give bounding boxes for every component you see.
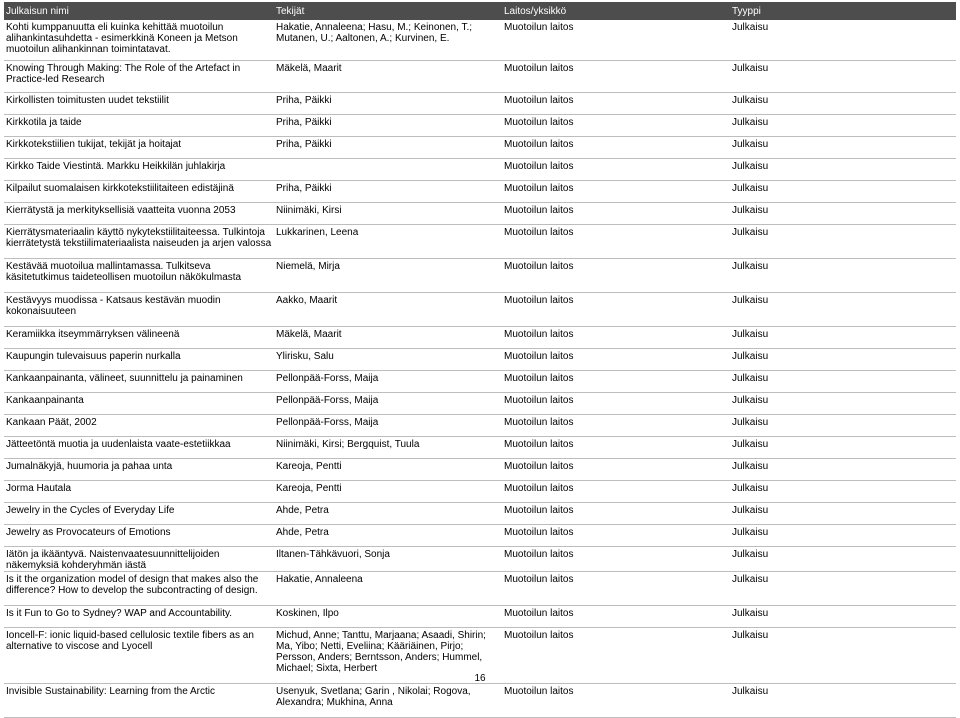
cell-unit: Muotoilun laitos (502, 414, 730, 436)
header-type: Tyyppi (730, 2, 956, 20)
cell-type: Julkaisu (730, 458, 956, 480)
cell-authors: Priha, Päikki (274, 114, 502, 136)
cell-type: Julkaisu (730, 114, 956, 136)
cell-unit: Muotoilun laitos (502, 292, 730, 326)
cell-authors: Iltanen-Tähkävuori, Sonja (274, 546, 502, 571)
cell-type: Julkaisu (730, 392, 956, 414)
cell-authors: Pellonpää-Forss, Maija (274, 414, 502, 436)
cell-authors: Hakatie, Annaleena; Hasu, M.; Keinonen, T.; Mutanen, U.; Aaltonen, A.; Kurvinen, E. (274, 20, 502, 60)
table-row (4, 502, 956, 524)
cell-type: Julkaisu (730, 370, 956, 392)
cell-authors (274, 158, 502, 180)
cell-unit: Muotoilun laitos (502, 436, 730, 458)
header-authors: Tekijät (274, 2, 502, 20)
cell-unit: Muotoilun laitos (502, 627, 730, 683)
cell-unit: Muotoilun laitos (502, 683, 730, 717)
cell-authors: Niemelä, Mirja (274, 258, 502, 292)
cell-unit: Muotoilun laitos (502, 202, 730, 224)
cell-type: Julkaisu (730, 60, 956, 92)
cell-title: Kankaanpainanta, välineet, suunnittelu ja painaminen (4, 370, 274, 392)
cell-title: Knowing Through Making: The Role of the Artefact in Practice-led Research (4, 60, 274, 92)
table-row (4, 180, 956, 202)
cell-unit: Muotoilun laitos (502, 480, 730, 502)
cell-type: Julkaisu (730, 326, 956, 348)
cell-type: Julkaisu (730, 136, 956, 158)
cell-authors: Priha, Päikki (274, 180, 502, 202)
cell-unit: Muotoilun laitos (502, 158, 730, 180)
table-row (4, 60, 956, 92)
cell-type: Julkaisu (730, 20, 956, 60)
cell-authors: Lukkarinen, Leena (274, 224, 502, 258)
cell-type: Julkaisu (730, 224, 956, 258)
cell-type: Julkaisu (730, 502, 956, 524)
cell-authors: Hakatie, Annaleena (274, 571, 502, 605)
cell-title: Kirkkotekstiilien tukijat, tekijät ja hoitajat (4, 136, 274, 158)
cell-unit: Muotoilun laitos (502, 180, 730, 202)
table-row (4, 370, 956, 392)
cell-type: Julkaisu (730, 546, 956, 571)
cell-unit: Muotoilun laitos (502, 92, 730, 114)
cell-authors: Michud, Anne; Tanttu, Marjaana; Asaadi, Shirin; Ma, Yibo; Netti, Eveliina; Kääriäinen, Pirjo; Persson, Anders; Berntsson, Anders; Hummel, Michael; Sixta, Herbert (274, 627, 502, 683)
cell-unit: Muotoilun laitos (502, 60, 730, 92)
cell-authors: Mäkelä, Maarit (274, 60, 502, 92)
cell-unit: Muotoilun laitos (502, 458, 730, 480)
cell-unit: Muotoilun laitos (502, 224, 730, 258)
cell-title: Is it the organization model of design that makes also the difference? How to develop the subcontracting of design. (4, 571, 274, 605)
table-row (4, 114, 956, 136)
table-row (4, 258, 956, 292)
table-row (4, 414, 956, 436)
cell-type: Julkaisu (730, 436, 956, 458)
cell-authors: Kareoja, Pentti (274, 480, 502, 502)
cell-authors: Niinimäki, Kirsi; Bergquist, Tuula (274, 436, 502, 458)
cell-authors: Mäkelä, Maarit (274, 326, 502, 348)
cell-type: Julkaisu (730, 480, 956, 502)
cell-title: Invisible Sustainability: Learning from the Arctic (4, 683, 274, 717)
table-row (4, 348, 956, 370)
cell-title: Jumalnäkyjä, huumoria ja pahaa unta (4, 458, 274, 480)
cell-type: Julkaisu (730, 202, 956, 224)
table-row (4, 224, 956, 258)
table-body (4, 20, 956, 717)
cell-title: Kierrätystä ja merkityksellisiä vaatteita vuonna 2053 (4, 202, 274, 224)
cell-unit: Muotoilun laitos (502, 524, 730, 546)
cell-authors: Niinimäki, Kirsi (274, 202, 502, 224)
cell-title: Kilpailut suomalaisen kirkkotekstiilitaiteen edistäjinä (4, 180, 274, 202)
table-row (4, 546, 956, 571)
cell-unit: Muotoilun laitos (502, 348, 730, 370)
table-row (4, 92, 956, 114)
cell-unit: Muotoilun laitos (502, 258, 730, 292)
cell-title: Kirkko Taide Viestintä. Markku Heikkilän juhlakirja (4, 158, 274, 180)
header-title: Julkaisun nimi (4, 2, 274, 20)
cell-authors: Aakko, Maarit (274, 292, 502, 326)
cell-unit: Muotoilun laitos (502, 136, 730, 158)
cell-title: Ioncell-F: ionic liquid-based cellulosic textile fibers as an alternative to viscose and Lyocell (4, 627, 274, 683)
cell-title: Jätteetöntä muotia ja uudenlaista vaate-estetiikkaa (4, 436, 274, 458)
cell-authors: Ahde, Petra (274, 502, 502, 524)
header-unit: Laitos/yksikkö (502, 2, 730, 20)
cell-unit: Muotoilun laitos (502, 20, 730, 60)
table-row (4, 158, 956, 180)
cell-type: Julkaisu (730, 258, 956, 292)
cell-type: Julkaisu (730, 292, 956, 326)
table-row (4, 292, 956, 326)
cell-authors: Usenyuk, Svetlana; Garin , Nikolai; Rogova, Alexandra; Mukhina, Anna (274, 683, 502, 717)
cell-unit: Muotoilun laitos (502, 114, 730, 136)
cell-authors: Kareoja, Pentti (274, 458, 502, 480)
table-row (4, 480, 956, 502)
cell-authors: Pellonpää-Forss, Maija (274, 370, 502, 392)
cell-authors: Priha, Päikki (274, 92, 502, 114)
cell-title: Kestävää muotoilua mallintamassa. Tulkitseva käsitetutkimus taideteollisen muotoilun näkökulmasta (4, 258, 274, 292)
cell-type: Julkaisu (730, 571, 956, 605)
cell-unit: Muotoilun laitos (502, 546, 730, 571)
cell-title: Jewelry as Provocateurs of Emotions (4, 524, 274, 546)
cell-type: Julkaisu (730, 524, 956, 546)
cell-unit: Muotoilun laitos (502, 502, 730, 524)
table-row (4, 20, 956, 60)
cell-type: Julkaisu (730, 92, 956, 114)
cell-title: Kierrätysmateriaalin käyttö nykytekstiilitaiteessa. Tulkintoja kierrätetystä tekstiilimateriaalista naiseuden ja arjen valossa (4, 224, 274, 258)
cell-type: Julkaisu (730, 158, 956, 180)
table-row (4, 326, 956, 348)
cell-title: Kankaanpainanta (4, 392, 274, 414)
cell-unit: Muotoilun laitos (502, 571, 730, 605)
cell-title: Kankaan Päät, 2002 (4, 414, 274, 436)
cell-type: Julkaisu (730, 348, 956, 370)
page-number: 16 (474, 673, 486, 684)
table-row (4, 571, 956, 605)
cell-unit: Muotoilun laitos (502, 326, 730, 348)
cell-title: Kestävyys muodissa - Katsaus kestävän muodin kokonaisuuteen (4, 292, 274, 326)
cell-title: Is it Fun to Go to Sydney? WAP and Accountability. (4, 605, 274, 627)
table-row (4, 136, 956, 158)
table-row (4, 458, 956, 480)
table-row (4, 392, 956, 414)
cell-authors: Koskinen, Ilpo (274, 605, 502, 627)
cell-title: Iätön ja ikääntyvä. Naistenvaatesuunnittelijoiden näkemyksiä kohderyhmän iästä (4, 546, 274, 571)
cell-unit: Muotoilun laitos (502, 370, 730, 392)
cell-authors: Priha, Päikki (274, 136, 502, 158)
cell-type: Julkaisu (730, 605, 956, 627)
cell-type: Julkaisu (730, 627, 956, 683)
cell-title: Kirkkotila ja taide (4, 114, 274, 136)
cell-authors: Ahde, Petra (274, 524, 502, 546)
cell-type: Julkaisu (730, 414, 956, 436)
cell-authors: Ylirisku, Salu (274, 348, 502, 370)
cell-title: Kirkollisten toimitusten uudet tekstiilit (4, 92, 274, 114)
table-row (4, 202, 956, 224)
cell-title: Keramiikka itseymmärryksen välineenä (4, 326, 274, 348)
table-row (4, 605, 956, 627)
cell-title: Jorma Hautala (4, 480, 274, 502)
table-row (4, 683, 956, 717)
cell-title: Jewelry in the Cycles of Everyday Life (4, 502, 274, 524)
cell-unit: Muotoilun laitos (502, 605, 730, 627)
cell-unit: Muotoilun laitos (502, 392, 730, 414)
table-header (4, 2, 956, 20)
table-row (4, 436, 956, 458)
cell-type: Julkaisu (730, 683, 956, 717)
cell-authors: Pellonpää-Forss, Maija (274, 392, 502, 414)
cell-title: Kohti kumppanuutta eli kuinka kehittää muotoilun alihankintasuhdetta - esimerkkinä Koneen ja Metson muotoilun alihankinnan toimintatavat. (4, 20, 274, 60)
cell-title: Kaupungin tulevaisuus paperin nurkalla (4, 348, 274, 370)
table-row (4, 524, 956, 546)
publications-table (4, 2, 956, 718)
cell-type: Julkaisu (730, 180, 956, 202)
